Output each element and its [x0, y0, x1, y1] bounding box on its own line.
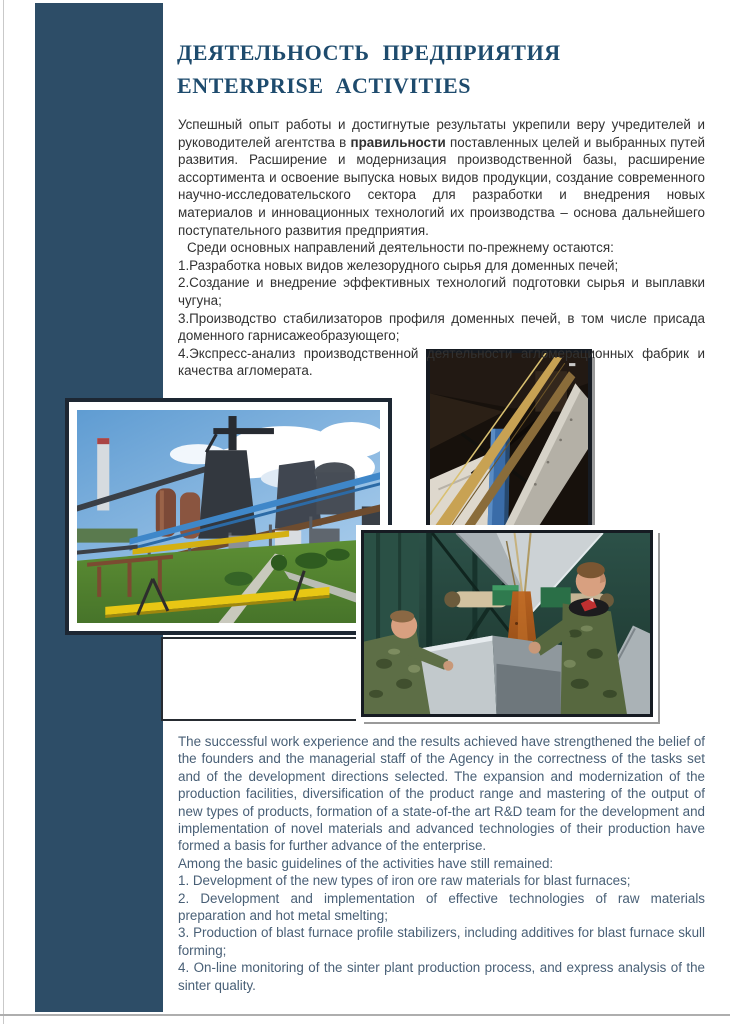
page-left-edge-line — [3, 0, 4, 1024]
english-list-intro: Among the basic guidelines of the activities have still remained: — [178, 855, 554, 871]
page-title-english: ENTERPRISE ACTIVITIES — [177, 73, 472, 98]
page-title — [177, 36, 717, 102]
steel-structures-illustration — [430, 353, 588, 545]
workers-sinter-illustration — [364, 533, 650, 714]
english-list-item: 3. Production of blast furnace profile stabilizers, including additives for blast furnace skull forming; — [178, 925, 705, 958]
russian-bold-word: правильности — [350, 134, 446, 150]
english-paragraph: The successful work experience and the results achieved have strengthened the belief of the founders and the managerial staff of the Agency in the correctness of the tasks set and of the development directions selected. The expansion and modernization of the production facilities, diversification of the product range and mastering of the output of new types of products, formation of a state-of-the art R&D team for the development and implementation of novel materials and advanced technologies of their production have formed a basis for further advance of the enterprise. — [178, 734, 706, 854]
english-list-item: 2. Development and implementation of effective technologies of raw materials preparation and hot metal smelting; — [178, 890, 705, 924]
russian-list-item: 3.Производство стабилизаторов профиля доменных печей, в том числе присада доменного гарнисажеобразующего; — [178, 310, 705, 344]
blast-furnace-plant-photo — [65, 398, 392, 635]
russian-list-item: 2.Создание и внедрение эффективных технологий подготовки сырья и выплавки чугуна; — [178, 275, 705, 308]
page-bottom-edge-line — [0, 1014, 730, 1016]
russian-list-item: 4.Экспресс-анализ производственной деятельности агломерационных фабрик и качества агломерата. — [178, 345, 705, 379]
workers-sinter-inspection-photo — [356, 525, 658, 722]
russian-list-item: 1.Разработка новых видов железорудного сырья для доменных печей; — [178, 257, 619, 273]
russian-list-intro: Среди основных направлений деятельности по-прежнему остаются: — [187, 240, 614, 256]
photo-frame — [361, 530, 653, 717]
russian-paragraph — [178, 116, 705, 239]
russian-paragraph-end: поставленных целей и выбранных путей развития. Расширение и модернизация производственной базы, расширение ассортимента и освоение выпуска новых видов продукции, создание современного научно-исследовательского сектора для разработки и внедрения новых материалов и инновационных технологий их производства – основа дальнейшего поступательного развития предприятия. — [178, 134, 705, 238]
russian-paragraph-start: Успешный опыт работы и достигнутые результаты укрепили веру учредителей и руководителей агентства в — [178, 117, 705, 150]
page-title-russian: ДЕЯТЕЛЬНОСТЬ ПРЕДПРИЯТИЯ — [177, 40, 561, 65]
english-list-item: 4. On-line monitoring of the sinter plant production process, and express analysis of the sinter quality. — [178, 960, 705, 993]
plant-panorama-illustration — [77, 410, 380, 623]
russian-text-block — [178, 116, 705, 380]
english-text-block — [178, 733, 705, 994]
english-list-item: 1. Development of the new types of iron ore raw materials for blast furnaces; — [178, 873, 631, 889]
